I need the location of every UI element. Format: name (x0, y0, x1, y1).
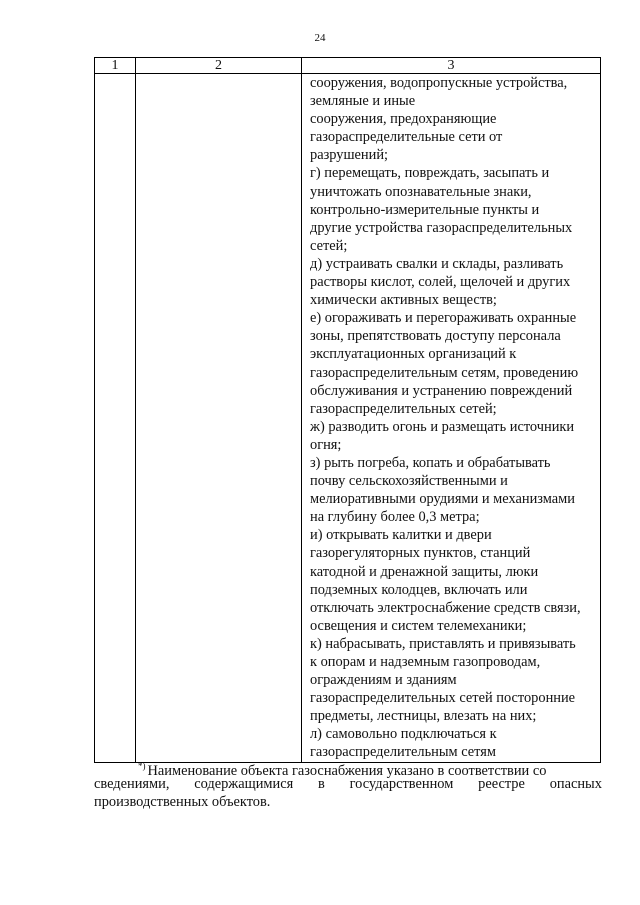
text-line: сооружения, водопропускные устройства, (310, 75, 568, 91)
text-line: газораспределительные сети от (310, 129, 503, 146)
table-row (95, 74, 601, 763)
text-line: газорегуляторных пунктов, станций (310, 545, 531, 562)
text-line: эксплуатационных организаций к (310, 346, 517, 363)
restrictions-text (302, 74, 600, 762)
footnote (94, 757, 602, 811)
column-header-3: 3 (302, 58, 601, 74)
text-line: ограждениям и зданиям (310, 672, 457, 689)
text-line: сооружения, предохраняющие (310, 111, 497, 128)
text-line: растворы кислот, солей, щелочей и других (310, 274, 571, 291)
text-line: другие устройства газораспределительных (310, 219, 573, 236)
column-2-cell (136, 74, 302, 763)
text-line: сетей; (310, 237, 348, 254)
footnote-word: содержащимися (194, 776, 294, 792)
text-line: предметы, лестницы, влезать на них; (310, 708, 537, 725)
text-line: к) набрасывать, приставлять и привязывать (310, 635, 576, 652)
text-line: газораспределительным сетям, проведению (310, 364, 579, 381)
text-line: г) перемещать, повреждать, засыпать и (310, 165, 550, 182)
text-line: е) огораживать и перегораживать охранные (310, 310, 577, 327)
column-header-1: 1 (95, 58, 136, 74)
text-line: к опорам и надземным газопроводам, (310, 654, 541, 670)
text-line: освещения и систем телемеханики; (310, 617, 527, 634)
footnote-marker: *) (138, 761, 146, 771)
text-line: л) самовольно подключаться к (310, 726, 497, 743)
page-number: 24 (314, 32, 326, 44)
text-line: зоны, препятствовать доступу персонала (310, 328, 561, 345)
text-line: на глубину более 0,3 метра; (310, 509, 480, 526)
footnote-line-3: производственных объектов. (94, 794, 271, 810)
text-line: химически активных веществ; (310, 292, 497, 309)
text-line: газораспределительных сетей посторонние (310, 690, 576, 707)
footnote-word: опасных (549, 776, 602, 792)
text-line: и) открывать калитки и двери (310, 527, 492, 544)
text-line: уничтожать опознавательные знаки, (310, 183, 532, 200)
text-line: контрольно-измерительные пункты и (310, 201, 540, 218)
column-header-2: 2 (136, 58, 302, 74)
text-line: огня; (310, 436, 342, 453)
text-line: газораспределительных сетей; (310, 400, 497, 417)
document-table (94, 57, 601, 763)
text-line: подземных колодцев, включать или (310, 581, 528, 598)
text-line: з) рыть погреба, копать и обрабатывать (310, 454, 551, 471)
text-line: д) устраивать свалки и склады, разливать (310, 255, 564, 272)
text-line: ж) разводить огонь и размещать источники (310, 418, 575, 435)
footnote-word: реестре (478, 776, 525, 792)
footnote-line-1: *) Наименование объекта газоснабжения указано в соответствии со (138, 761, 547, 779)
table-header-row (95, 58, 601, 74)
column-1-cell (95, 74, 136, 763)
text-line: почву сельскохозяйственными и (310, 473, 508, 490)
text-line: обслуживания и устранению повреждений (310, 382, 573, 399)
text-line: земляные и иные (310, 93, 416, 110)
text-line: мелиоративными орудиями и механизмами (310, 491, 575, 508)
text-line: газораспределительным сетям (310, 744, 497, 761)
footnote-word: сведениями, (94, 776, 170, 792)
text-line: разрушений; (310, 147, 389, 164)
footnote-word: государственном (349, 776, 454, 792)
text-line: катодной и дренажной защиты, люки (310, 563, 539, 580)
column-3-cell (302, 74, 601, 763)
footnote-word: в (318, 776, 325, 792)
text-line: отключать электроснабжение средств связи, (310, 599, 581, 616)
